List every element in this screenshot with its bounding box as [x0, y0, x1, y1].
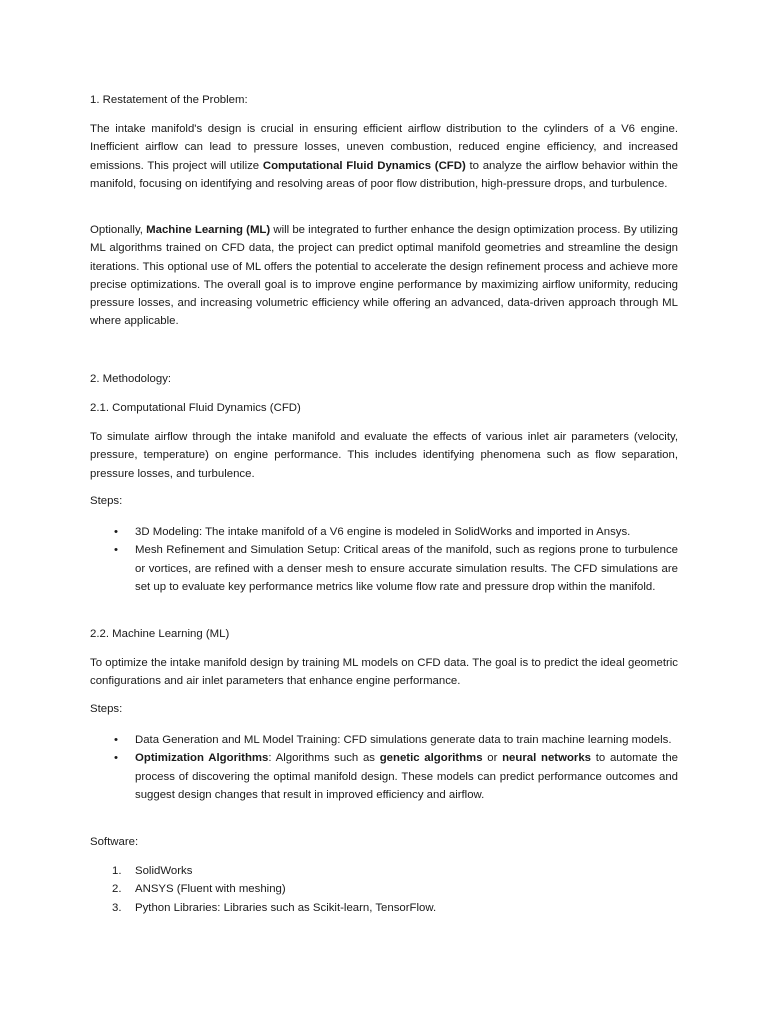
- software-item: [90, 880, 678, 898]
- cfd-step-item: • Mesh Refinement and Simulation Setup: Critical areas of the manifold, such as regions prone to turbulence or vortices, are refined with a denser mesh to ensure accurate simulation results. The CFD simulations are set up to evaluate key performance metrics like volume flow rate and pressure drop within the manifold.: [90, 541, 678, 596]
- software-label: Software:: [90, 836, 139, 848]
- p1-text-c: to analyze the airflow behavior within the manifold, focusing on identifying and resolving areas of poor flow distribution, high-pressure drops, and turbulence.: [90, 159, 678, 190]
- ml-step2-text-d: or: [482, 752, 503, 765]
- ml-step-item: • Data Generation and ML Model Training: CFD simulations generate data to train machine learning models.: [90, 731, 678, 749]
- ml-heading: 2.2. Machine Learning (ML): [90, 628, 230, 640]
- software-item-text: SolidWorks: [135, 865, 193, 877]
- ml-step2-bold-c: genetic algorithms: [379, 752, 483, 765]
- software-list: [90, 862, 678, 917]
- p1-text-a: The intake manifold's design is crucial in ensuring efficient airflow distribution to the cylinders of a V6 engine. Inefficient airflow can lead to pressure losses, uneven combustion, reduced engine efficiency, and increased emissions. This project will utilize: [90, 123, 678, 172]
- problem-paragraph-2: [90, 221, 678, 331]
- ml-step2-text-b: : Algorithms such as: [268, 752, 380, 765]
- section2-heading: 2. Methodology:: [90, 373, 172, 385]
- software-item-number: 2.: [112, 883, 122, 896]
- p1-bold-cfd: Computational Fluid Dynamics (CFD): [262, 159, 466, 172]
- software-item: [90, 899, 678, 917]
- p2-bold-ml: Machine Learning (ML): [146, 224, 271, 236]
- ml-steps-label: Steps:: [90, 703, 123, 715]
- cfd-heading: 2.1. Computational Fluid Dynamics (CFD): [90, 402, 301, 414]
- problem-paragraph-1: [90, 120, 678, 193]
- cfd-steps-label: Steps:: [90, 495, 123, 507]
- cfd-intro: To simulate airflow through the intake manifold and evaluate the effects of various inlet air parameters (velocity, pressure, temperature) on engine performance. This includes identifying phenomena such as flow separation, pressure losses, and turbulence.: [90, 431, 678, 480]
- ml-step2-text-f: to automate the process of discovering the optimal manifold design. These models can predict performance outcomes and suggest design changes that result in improved efficiency and airflow.: [135, 752, 678, 801]
- ml-step2-bold-e: neural networks: [502, 752, 592, 765]
- software-item-number: 1.: [112, 865, 122, 877]
- p2-text-c: will be integrated to further enhance the design optimization process. By utilizing ML algorithms trained on CFD data, the project can predict optimal manifold geometries and streamline the design iterations. This optional use of ML offers the potential to accelerate the design refinement process and achieve more precise optimizations. The overall goal is to improve engine performance by maximizing airflow uniformity, reducing pressure losses, and increasing volumetric efficiency while offering an advanced, data-driven approach through ML where applicable.: [90, 224, 678, 328]
- software-item: [90, 862, 678, 880]
- ml-step-item: [90, 749, 678, 804]
- section1-heading: 1. Restatement of the Problem:: [90, 94, 248, 106]
- software-item-text: ANSYS (Fluent with meshing): [135, 883, 286, 896]
- software-item-number: 3.: [112, 901, 122, 914]
- ml-intro: To optimize the intake manifold design by training ML models on CFD data. The goal is to predict the ideal geometric configurations and air inlet parameters that enhance engine performance.: [90, 657, 678, 688]
- ml-step2-bold-a: Optimization Algorithms: [135, 752, 269, 765]
- software-item-text: Python Libraries: Libraries such as Scikit-learn, TensorFlow.: [135, 901, 437, 914]
- ml-steps-list: [90, 731, 678, 804]
- p2-text-a: Optionally,: [90, 224, 147, 236]
- cfd-step-item: • 3D Modeling: The intake manifold of a V6 engine is modeled in SolidWorks and imported in Ansys.: [90, 523, 678, 541]
- cfd-steps-list: [90, 523, 678, 596]
